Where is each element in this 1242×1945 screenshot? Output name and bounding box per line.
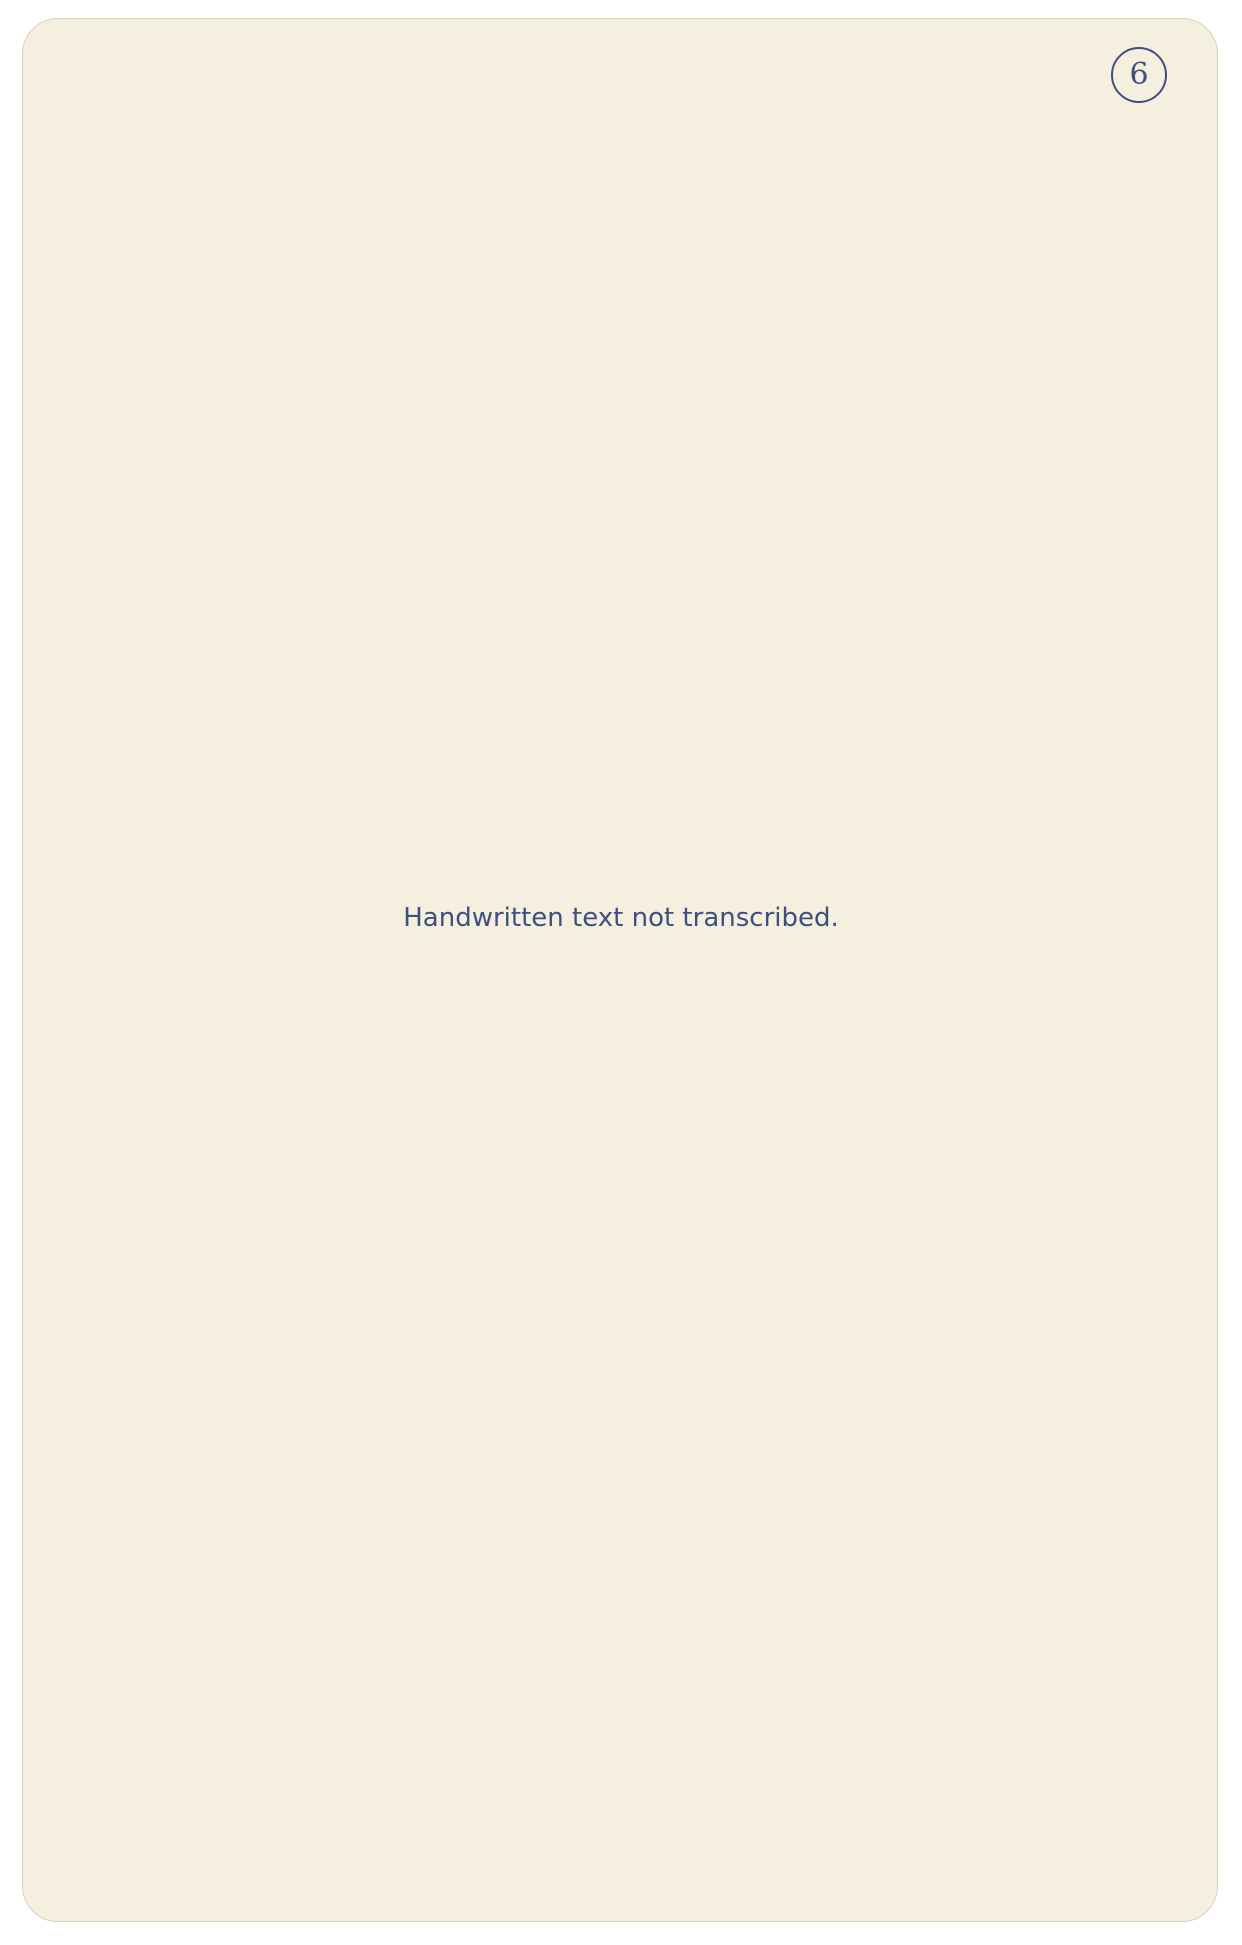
manuscript-sheet <box>22 18 1218 1922</box>
page-number: 6 <box>1111 47 1167 103</box>
transcription-notice: Handwritten text not transcribed. <box>403 903 839 933</box>
